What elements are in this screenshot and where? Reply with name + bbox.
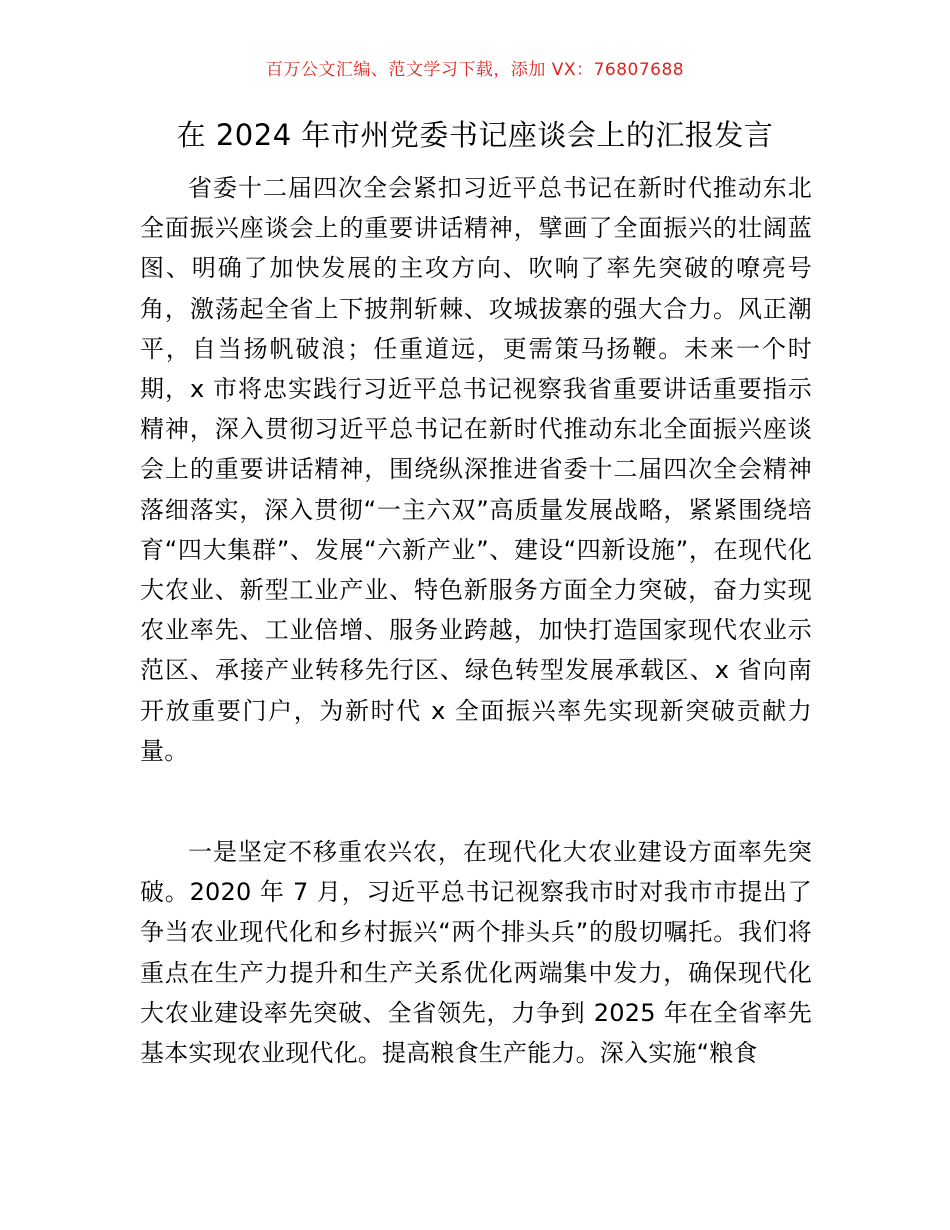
document-title: 在 2024 年市州党委书记座谈会上的汇报发言 bbox=[176, 118, 774, 152]
paragraph-intro: 省委十二届四次全会紧扣习近平总书记在新时代推动东北全面振兴座谈会上的重要讲话精神，擘画了全面振兴的壮阔蓝图、明确了加快发展的主攻方向、吹响了率先突破的嘹亮号角，激荡起全省上下披荆斩棘、攻城拔寨的强大合力。风正潮平，自当扬帆破浪；任重道远，更需策马扬鞭。未来一个时期，x 市将忠实践行习近平总书记视察我省重要讲话重要指示精神，深入贯彻习近平总书记在新时代推动东北全面振兴座谈会上的重要讲话精神，围绕纵深推进省委十二届四次全会精神落细落实，深入贯彻“一主六双”高质量发展战略，紧紧围绕培育“四大集群”、发展“六新产业”、建设“四新设施”，在现代化大农业、新型工业产业、特色新服务方面全力突破，奋力实现农业率先、工业倍增、服务业跨越，加快打造国家现代农业示范区、承接产业转移先行区、绿色转型发展承载区、x 省向南开放重要门户，为新时代 x 全面振兴率先实现新突破贡献力量。 bbox=[140, 174, 812, 765]
paragraph-agriculture: 一是坚定不移重农兴农，在现代化大农业建设方面率先突破。2020 年 7 月，习近平总书记视察我市时对我市市提出了争当农业现代化和乡村振兴“两个排头兵”的殷切嘱托。我们将重点在生产力提升和生产关系优化两端集中发力，确保现代化大农业建设率先突破、全省领先，力争到 2025 年在全省率先基本实现农业现代化。提高粮食生产能力。深入实施“粮食 bbox=[140, 838, 812, 1068]
watermark-header: 百万公文汇编、范文学习下载，添加 VX：76807688 bbox=[265, 60, 685, 80]
